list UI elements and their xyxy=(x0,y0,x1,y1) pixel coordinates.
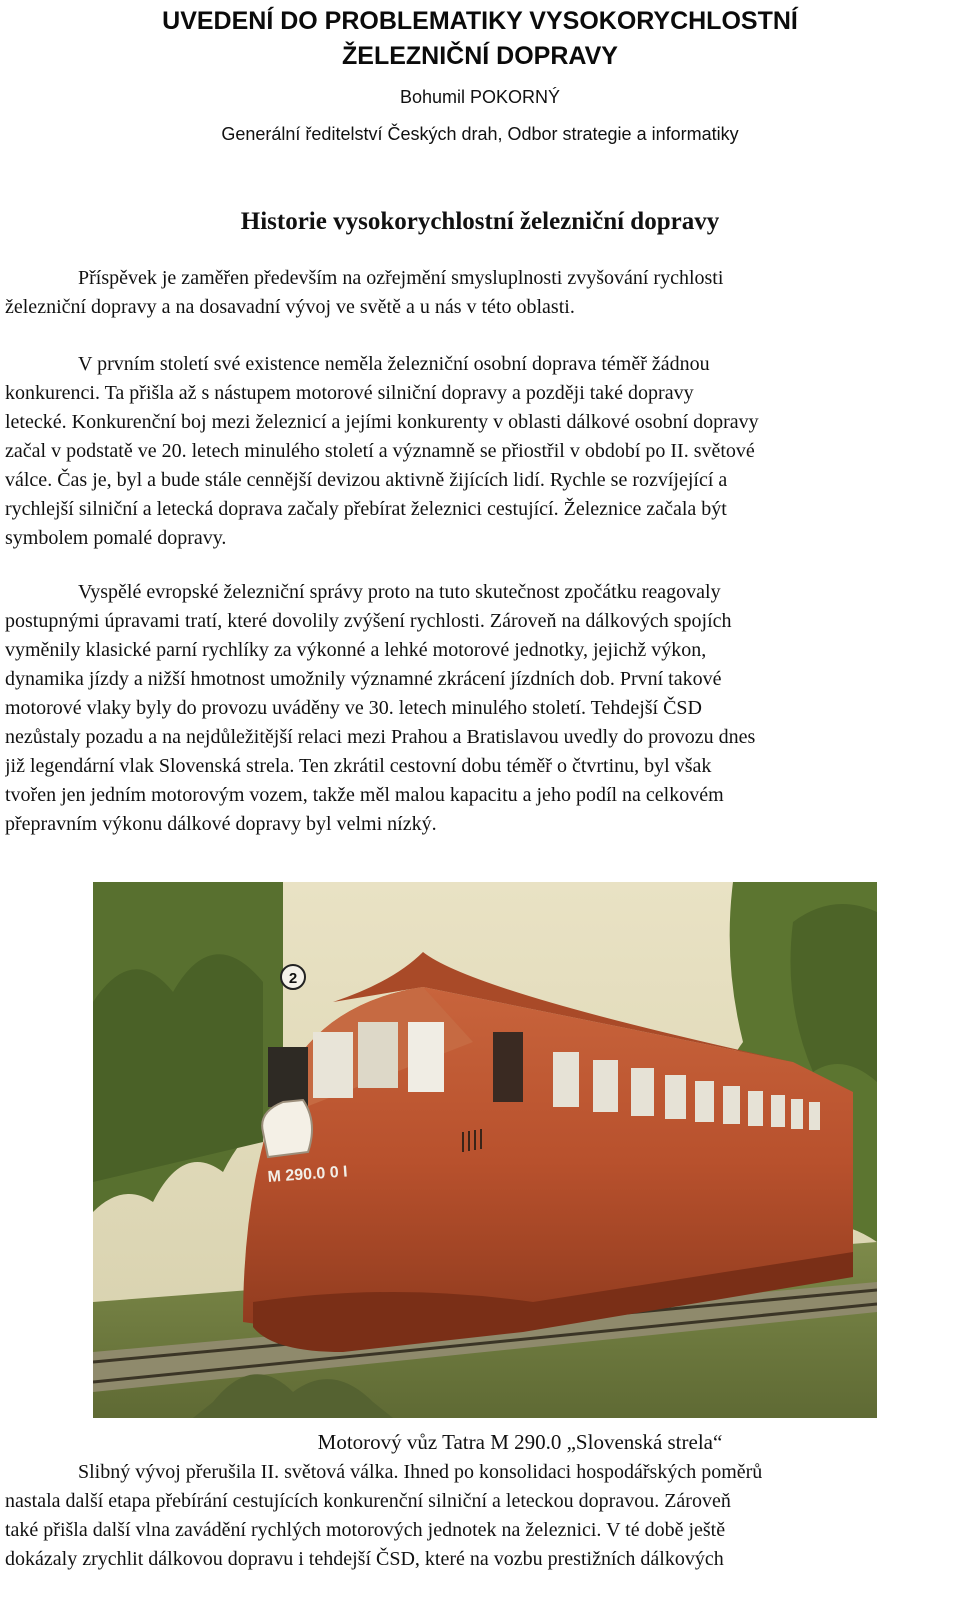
railcar-illustration xyxy=(93,882,877,1418)
text-line: rychlejší silniční a letecká doprava začaly přebírat železnici cestující. Železnice začala být xyxy=(5,498,727,520)
side-window xyxy=(593,1060,618,1112)
text-line: nezůstaly pozadu a na nejdůležitější relaci mezi Prahou a Bratislavou uvedly do provozu dnes xyxy=(5,726,756,748)
side-window xyxy=(771,1095,785,1127)
front-emblem xyxy=(262,1100,312,1157)
side-window xyxy=(553,1052,579,1107)
text-line: Slibný vývoj přerušila II. světová válka. Ihned po konsolidaci hospodářských poměrů xyxy=(78,1461,763,1483)
text-line: postupnými úpravami tratí, které dovolily zvýšení rychlosti. Zároveň na dálkových spojích xyxy=(5,610,732,632)
author-affiliation: Generální ředitelství Českých drah, Odbor strategie a informatiky xyxy=(221,124,739,144)
text-line: přepravním výkonu dálkové dopravy byl velmi nízký. xyxy=(5,813,437,835)
text-line: letecké. Konkurenční boj mezi železnicí a jejími konkurenty v oblasti dálkové osobní dopravy xyxy=(5,411,759,433)
railcar-photo xyxy=(93,882,877,1418)
text-line: dynamika jízdy a nižší hmotnost umožnily významné zkrácení jízdních dob. První takové xyxy=(5,668,722,690)
paragraph-post-war xyxy=(5,1458,955,1574)
side-window xyxy=(723,1086,740,1124)
text-line: železniční dopravy a na dosavadní vývoj ve světě a u nás v této oblasti. xyxy=(5,296,575,318)
text-line: také přišla další vlna zavádění rychlých motorových jednotek na železnici. V té době ještě xyxy=(5,1519,726,1541)
text-line: motorové vlaky byly do provozu uváděny ve 30. letech minulého století. Tehdejší ČSD xyxy=(5,697,703,719)
text-line: tvořen jen jedním motorovým vozem, takže měl malou kapacitu a jeho podíl na celkovém xyxy=(5,784,724,806)
text-line: Příspěvek je zaměřen především na ozřejmění smysluplnosti zvyšování rychlosti xyxy=(78,267,724,289)
side-window xyxy=(748,1091,763,1126)
side-window xyxy=(809,1102,820,1130)
paragraph-railways-response xyxy=(5,578,955,839)
side-door xyxy=(493,1032,523,1102)
paragraph-competition xyxy=(5,350,955,553)
side-window xyxy=(695,1081,714,1122)
text-line: Vyspělé evropské železniční správy proto na tuto skutečnost zpočátku reagovaly xyxy=(78,581,721,603)
text-line: konkurenci. Ta přišla až s nástupem motorové silniční dopravy a později také dopravy xyxy=(5,382,694,404)
text-line: nastala další etapa přebírání cestujících konkurenční silniční a leteckou dopravou. Zároveň xyxy=(5,1490,731,1512)
document-title-line-2: ŽELEZNIČNÍ DOPRAVY xyxy=(342,42,618,70)
cab-window xyxy=(313,1032,353,1098)
author-name: Bohumil POKORNÝ xyxy=(399,87,561,107)
side-window xyxy=(665,1075,686,1119)
text-line: dokázaly zrychlit dálkovou dopravu i tehdejší ČSD, které na vozbu prestižních dálkových xyxy=(5,1548,724,1570)
cab-window xyxy=(358,1022,398,1088)
side-window xyxy=(791,1099,803,1129)
side-window xyxy=(631,1068,654,1116)
text-line: začal v podstatě ve 20. letech minulého století a významně se přiostřil v období po II. světové xyxy=(5,440,755,462)
figure-caption: Motorový vůz Tatra M 290.0 „Slovenská strela“ xyxy=(317,1430,723,1454)
text-line: již legendární vlak Slovenská strela. Ten zkrátil cestovní dobu téměř o čtvrtinu, byl však xyxy=(5,755,712,777)
text-line: vyměnily klasické parní rychlíky za výkonné a lehké motorové jednotky, jejichž výkon, xyxy=(5,639,707,661)
text-line: válce. Čas je, byl a bude stále cennější devizou aktivně žijících lidí. Rychle se rozvíjející a xyxy=(5,469,728,491)
text-line: V prvním století své existence neměla železniční osobní doprava téměř žádnou xyxy=(78,353,710,375)
paragraph-intro xyxy=(5,264,955,322)
document-title-line-1: UVEDENÍ DO PROBLEMATIKY VYSOKORYCHLOSTNÍ xyxy=(162,7,798,35)
route-number: 2 xyxy=(288,970,298,987)
door-window xyxy=(408,1022,444,1092)
text-line: symbolem pomalé dopravy. xyxy=(5,527,227,549)
section-heading: Historie vysokorychlostní železniční dopravy xyxy=(240,208,720,235)
side-marking: M 290.0 0 I xyxy=(267,1163,349,1186)
cab-window xyxy=(268,1047,308,1107)
